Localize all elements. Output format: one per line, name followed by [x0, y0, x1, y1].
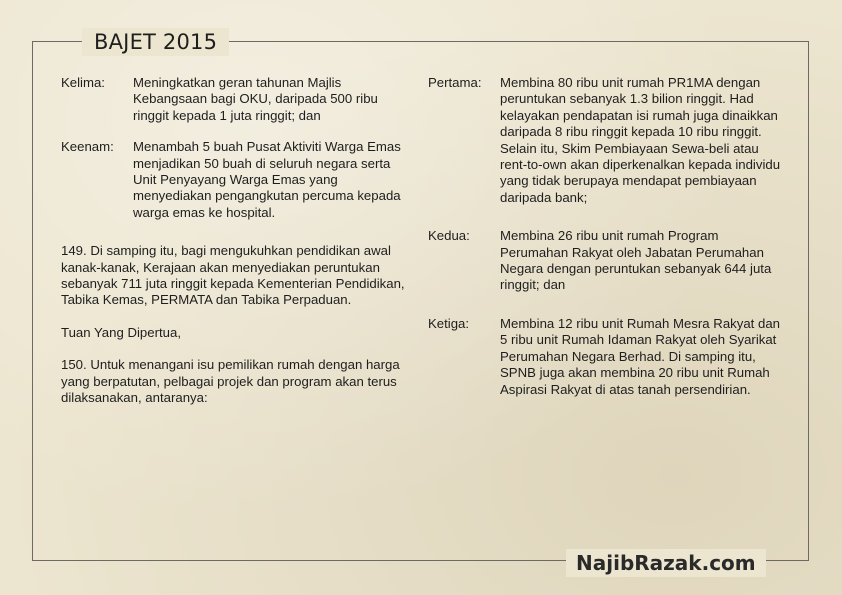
item-label: Kedua: [428, 228, 470, 244]
item-text: Membina 12 ribu unit Rumah Mesra Rakyat dan 5 ribu unit Rumah Idaman Rakyat oleh Syarikat Perumahan Negara Berhad. Di samping itu, SPNB juga akan membina 20 ribu unit Rumah Aspirasi Rakyat di atas tanah persendirian. [500, 315, 781, 397]
item-label: Keenam: [61, 139, 114, 155]
item-text: Membina 80 ribu unit rumah PR1MA dengan peruntukan sebanyak 1.3 bilion ringgit. Had kelayakan pendapatan isi rumah juga dinaikkan daripada 8 ribu ringgit kepada 10 ribu ringgit. Selain itu, Skim Pembiayaan Sewa-beli atau rent-to-own akan diperkenalkan kepada individu yang tidak berupaya mendapat pembiayaan daripada bank; [500, 75, 781, 205]
page-title: BAJET 2015 [82, 28, 229, 56]
list-item-keenam [61, 139, 406, 221]
item-text: Membina 26 ribu unit rumah Program Perumahan Rakyat oleh Jabatan Perumahan Negara dengan peruntukan sebanyak 644 juta ringgit; dan [500, 228, 772, 293]
right-column [428, 75, 788, 413]
list-item-pertama [428, 75, 788, 206]
item-label: Ketiga: [428, 315, 470, 331]
list-item-kelima [61, 75, 406, 124]
list-item-kedua [428, 228, 788, 294]
paragraph-149: 149. Di samping itu, bagi mengukuhkan pendidikan awal kanak-kanak, Kerajaan akan menyediakan peruntukan sebanyak 711 juta ringgit kepada Kementerian Pendidikan, Tabika Kemas, PERMATA dan Tabika Perpaduan. [61, 243, 405, 308]
left-column [61, 75, 406, 423]
list-item-ketiga [428, 316, 788, 398]
item-text: Meningkatkan geran tahunan Majlis Kebangsaan bagi OKU, daripada 500 ribu ringgit kepada 1 juta ringgit; dan [133, 75, 378, 123]
paragraph-150: 150. Untuk menangani isu pemilikan rumah dengan harga yang berpatutan, pelbagai projek dan program akan terus dilaksanakan, antaranya: [61, 357, 400, 406]
salutation: Tuan Yang Dipertua, [61, 324, 181, 340]
item-text: Menambah 5 buah Pusat Aktiviti Warga Emas menjadikan 50 buah di seluruh negara serta Unit Penyayang Warga Emas yang menyediakan pengangkutan percuma kepada warga emas ke hospital. [133, 139, 401, 220]
site-brand: NajibRazak.com [566, 549, 766, 577]
item-label: Pertama: [428, 75, 482, 90]
item-label: Kelima: [61, 75, 105, 90]
